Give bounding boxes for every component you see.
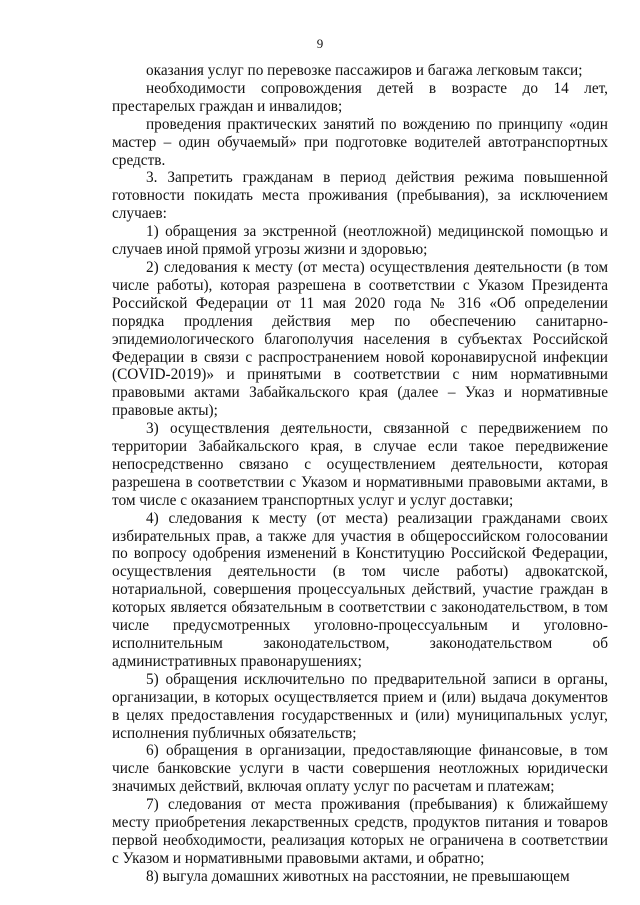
page-number: 9: [316, 36, 324, 51]
paragraph-driving-lessons: проведения практических занятий по вождению по принципу «один мастер – один обучаемый» при подготовке водителей автотранспортных средств.: [112, 115, 608, 169]
paragraph-item-5: 5) обращения исключительно по предварительной записи в органы, организации, в которых осуществляется прием и (или) выдача документов в целях предоставления государственных и (или) муниципальных услуг, исполнения публичных обязательств;: [112, 670, 608, 742]
paragraph-item-4: 4) следования к месту (от места) реализации гражданами своих избирательных прав, а также для участия в общероссийском голосовании по вопросу одобрения изменений в Конституцию Российской Федерации, осуществления деятельности (в том числе работы) адвокатской, нотариальной, совершения процессуальных действий, участие граждан в которых является обязательным в соответствии с законодательством, в том числе предусмотренных уголовно-процессуальным и уголовно-исполнительным законодательством, законодательством об административных правонарушениях;: [112, 509, 608, 670]
paragraph-item-1: 1) обращения за экстренной (неотложной) медицинской помощью и случаев иной прямой угрозы жизни и здоровью;: [112, 223, 608, 259]
document-body: [112, 62, 608, 886]
paragraph-item-2: 2) следования к месту (от места) осуществления деятельности (в том числе работы), которая разрешена в соответствии с Указом Президента Российской Федерации от 11 мая 2020 года № 316 «Об определении порядка продления действия мер по обеспечению санитарно-эпидемиологического благополучия населения в субъектах Российской Федерации в связи с распространением новой коронавирусной инфекции (COVID-2019)» и принятыми в соответствии с ним нормативными правовыми актами Забайкальского края (далее – Указ и нормативные правовые акты);: [112, 258, 608, 420]
paragraph-taxi: оказания услуг по перевозке пассажиров и багажа легковым такси;: [146, 62, 583, 79]
paragraph-clause-3: 3. Запретить гражданам в период действия режима повышенной готовности покидать места проживания (пребывания), за исключением случаев:: [112, 169, 608, 223]
paragraph-item-3: 3) осуществления деятельности, связанной с передвижением по территории Забайкальского края, в случае если такое передвижение непосредственно связано с осуществлением деятельности, которая разрешена в соответствии с Указом и нормативными правовыми актами, в том числе с оказанием транспортных услуг и услуг доставки;: [112, 420, 608, 509]
paragraph-item-6: 6) обращения в организации, предоставляющие финансовые, в том числе банковские услуги в части совершения неотложных юридически значимых действий, включая оплату услуг по расчетам и платежам;: [112, 742, 608, 796]
paragraph-item-7: 7) следования от места проживания (пребывания) к ближайшему месту приобретения лекарственных средств, продуктов питания и товаров первой необходимости, реализация которых не ограничена в соответствии с Указом и нормативными правовыми актами, и обратно;: [112, 796, 608, 867]
paragraph-item-8: 8) выгула домашних животных на расстоянии, не превышающем: [146, 867, 570, 885]
paragraph-accompany: необходимости сопровождения детей в возрасте до 14 лет, престарелых граждан и инвалидов;: [112, 79, 608, 115]
